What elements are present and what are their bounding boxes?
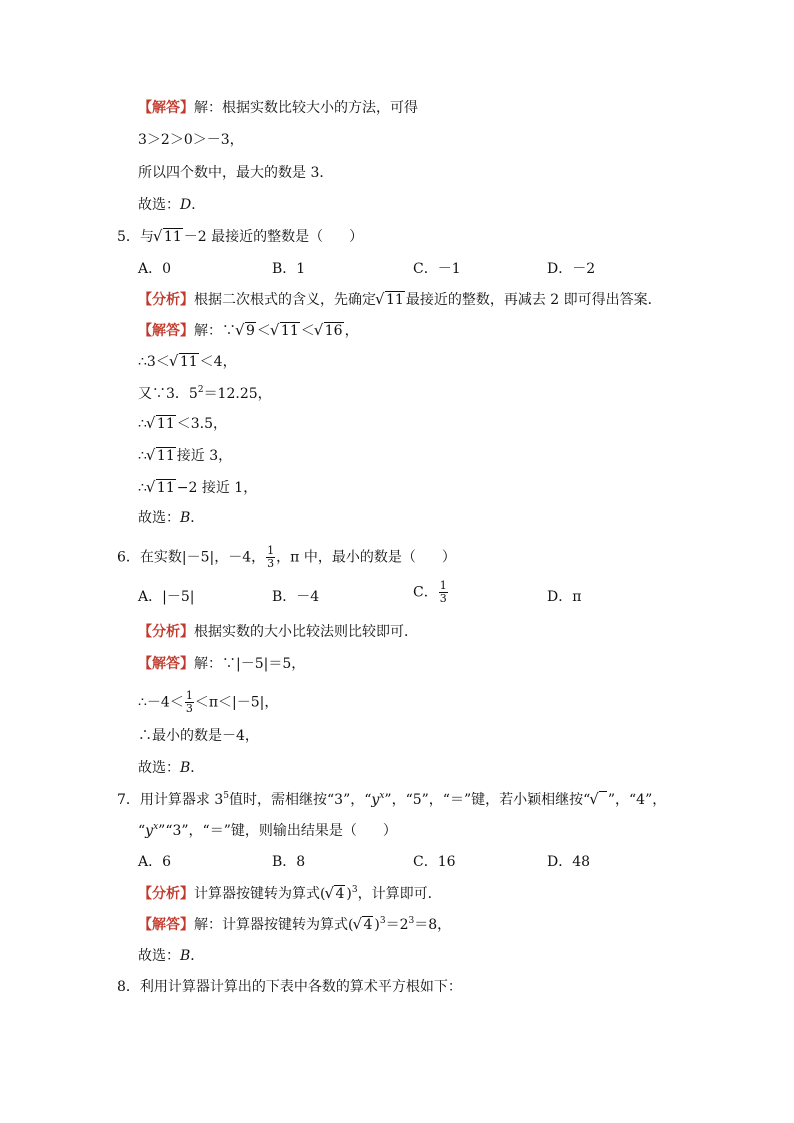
q5-option-c: C．－1 bbox=[413, 261, 461, 277]
q7-analysis: 【分析】计算器按键转为算式(√ 4 )$^3$，计算即可． bbox=[138, 884, 442, 904]
q5-option-a: A．0 bbox=[138, 261, 172, 277]
sqrt-key-icon bbox=[590, 790, 607, 810]
q4-solution-line2: 3＞2＞0＞－3， bbox=[138, 132, 244, 148]
q5-answer-line: 故选：B． bbox=[138, 510, 205, 526]
q5-solution-line2: ∴3＜√ 11 ＜4， bbox=[138, 352, 237, 372]
q5-solution-line4: ∴√ 11 ＜3.5， bbox=[138, 414, 227, 434]
q7-solution-line1: 【解答】解：计算器按键转为算式(√ 4 )$^3=2^3=8$， bbox=[138, 915, 451, 935]
q6-stem: 6．在实数|－5|，－4， $\frac{1}{3}$ ，π 中，最小的数是（ ） bbox=[117, 544, 456, 570]
q5-solution-line5: ∴√ 11 接近 3， bbox=[138, 446, 232, 466]
q5-analysis: 【分析】根据二次根式的含义，先确定√ 11 最接近的整数，再减去 2 即可得出答案． bbox=[138, 290, 662, 310]
q6-analysis: 【分析】根据实数的大小比较法则比较即可． bbox=[138, 624, 418, 640]
q7-option-a: A．6 bbox=[138, 854, 172, 870]
q7-stem-line2: “$y^x”“3$”，“＝”键，则输出结果是（ ） bbox=[138, 822, 397, 839]
q4-solution-line1: 【解答】解：根据实数比较大小的方法，可得 bbox=[138, 100, 418, 116]
q5-solution-line3: 又∵3．$5^2=12.25$， bbox=[138, 385, 272, 402]
q4-answer-line: 故选：D． bbox=[138, 197, 206, 213]
q7-option-d: D．48 bbox=[547, 854, 591, 870]
q6-option-d: D．π bbox=[547, 589, 582, 605]
q8-stem: 8．利用计算器计算出的下表中各数的算术平方根如下： bbox=[117, 979, 462, 995]
q7-option-b: B．8 bbox=[272, 854, 306, 870]
q5-solution-line6: ∴√ 11 −2 接近 1， bbox=[138, 478, 257, 498]
q5-solution-line1: 【解答】解：∵√ 9 ＜√ 11 ＜√ 16 ， bbox=[138, 321, 359, 341]
q6-option-a: A．|－5| bbox=[138, 589, 195, 605]
q5-option-d: D．－2 bbox=[547, 261, 596, 277]
q6-option-b: B．－4 bbox=[272, 589, 320, 605]
q6-solution-line1: 【解答】解：∵|－5|＝5， bbox=[138, 656, 306, 672]
q6-answer-line: 故选：B． bbox=[138, 760, 205, 776]
jieda-tag: 【解答】 bbox=[138, 100, 194, 116]
q7-answer-line: 故选：B． bbox=[138, 948, 205, 964]
q7-option-c: C．16 bbox=[413, 854, 456, 870]
q6-solution-line2: ∴－4＜ $\frac{1}{3}$ ＜π＜|－5|， bbox=[138, 689, 279, 715]
q5-stem: 5．与√ 11 －2 最接近的整数是（ ） bbox=[117, 227, 363, 247]
q7-stem-line1: 7．用计算器求 $3^5$值时，需相继按“3”，“$y^x$”，“5”，“＝”键，若小颖相继按“√ ”，“4”， bbox=[117, 790, 666, 810]
q6-option-c: C． $\frac{1}{3}$ bbox=[413, 579, 447, 605]
q5-option-b: B．1 bbox=[272, 261, 306, 277]
q4-solution-line3: 所以四个数中，最大的数是 3． bbox=[138, 165, 334, 181]
sqrt-11: √ 11 bbox=[154, 227, 183, 247]
q6-solution-line3: ∴最小的数是－4， bbox=[138, 728, 259, 744]
